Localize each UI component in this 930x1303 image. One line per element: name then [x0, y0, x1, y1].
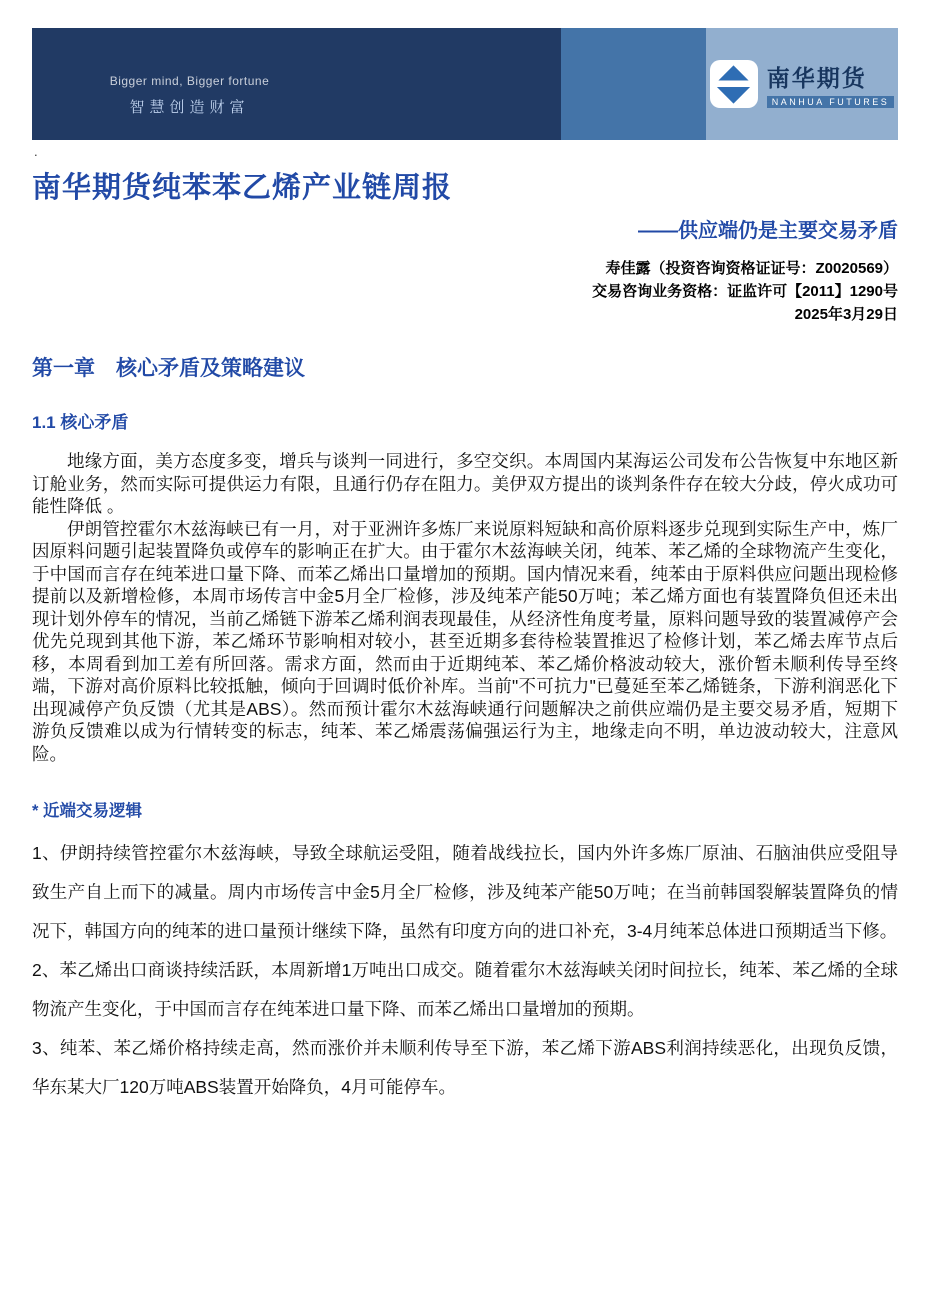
slogan-english: Bigger mind, Bigger fortune	[109, 74, 270, 88]
logic-point-2: 2、苯乙烯出口商谈持续活跃，本周新增1万吨出口成交。随着霍尔木兹海峡关闭时间拉长，纯苯、苯乙烯的全球物流产生变化，于中国而言存在纯苯进口量下降、而苯乙烯出口量增加的预期。	[32, 960, 898, 1019]
stray-period-mark: .	[34, 144, 38, 159]
header-banner	[32, 28, 898, 140]
logic-point-1: 1、伊朗持续管控霍尔木兹海峡，导致全球航运受阻，随着战线拉长，国内外许多炼厂原油、石脑油供应受阻导致生产自上而下的减量。周内市场传言中金5月全厂检修，涉及纯苯产能50万吨；在当前韩国裂解装置降负的情况下，韩国方向的纯苯的进口量预计继续下降，虽然有印度方向的进口补充，3-4月纯苯总体进口预期适当下修。	[32, 843, 898, 941]
logo-name-chinese: 南华期货	[766, 65, 867, 91]
logo-name-english: NANHUA FUTURES	[767, 96, 895, 108]
report-date: 2025年3月29日	[794, 306, 898, 323]
slogan-group	[82, 74, 297, 117]
banner-logo-block	[706, 28, 898, 140]
section-heading: 1.1 核心矛盾	[32, 413, 129, 432]
chapter-heading: 第一章 核心矛盾及策略建议	[32, 357, 305, 380]
report-meta	[32, 257, 898, 326]
banner-divider-block	[561, 28, 706, 140]
core-paragraph-1: 地缘方面，美方态度多变，增兵与谈判一同进行，多空交织。本周国内某海运公司发布公告恢复中东地区新订舱业务，然而实际可提供运力有限，且通行仍存在阻力。美伊双方提出的谈判条件存在较大分歧，停火成功可能性降低 。	[32, 451, 898, 516]
diamond-logo-shape	[715, 65, 753, 103]
trading-logic-points	[32, 834, 898, 1107]
report-title: 南华期货纯苯苯乙烯产业链周报	[32, 172, 453, 204]
banner-slogan-block	[32, 28, 561, 140]
qualification-line: 交易咨询业务资格：证监许可【2011】1290号	[592, 283, 898, 300]
nanhua-logo-icon	[710, 60, 758, 108]
logic-point-3: 3、纯苯、苯乙烯价格持续走高，然而涨价并未顺利传导至下游，苯乙烯下游ABS利润持续恶化，出现负反馈，华东某大厂120万吨ABS装置开始降负，4月可能停车。	[32, 1038, 898, 1097]
author-line: 寿佳露（投资咨询资格证证号：Z0020569）	[605, 260, 898, 277]
report-subtitle: ——供应端仍是主要交易矛盾	[638, 220, 898, 242]
core-paragraph-2: 伊朗管控霍尔木兹海峡已有一月，对于亚洲许多炼厂来说原料短缺和高价原料逐步兑现到实际生产中，炼厂因原料问题引起装置降负或停车的影响正在扩大。由于霍尔木兹海峡关闭，纯苯、苯乙烯的全球物流产生变化，于中国而言存在纯苯进口量下降、而苯乙烯出口量增加的预期。国内情况来看，纯苯由于原料供应问题出现检修提前以及新增检修，本周市场传言中金5月全厂检修，涉及纯苯产能50万吨；苯乙烯方面也有装置降负但还未出现计划外停车的情况，当前乙烯链下游苯乙烯利润表现最佳，从经济性角度考量，原料问题导致的装置减停产会优先兑现到其他下游，苯乙烯环节影响相对较小，甚至近期多套待检装置推迟了检修计划，苯乙烯去库节点后移，本周看到加工差有所回落。需求方面，然而由于近期纯苯、苯乙烯价格波动较大，涨价暂未顺利传导至终端，下游对高价原料比较抵触，倾向于回调时低价补库。当前"不可抗力"已蔓延至苯乙烯链条，下游利润恶化下出现减停产负反馈（尤其是ABS）。然而预计霍尔木兹海峡通行问题解决之前供应端仍是主要交易矛盾，短期下游负反馈难以成为行情转变的标志，纯苯、苯乙烯震荡偏强运行为主，地缘走向不明，单边波动较大，注意风险。	[32, 518, 898, 764]
logo-text-group	[767, 60, 895, 108]
slogan-chinese: 智慧创造财富	[129, 99, 250, 116]
trading-logic-heading: * 近端交易逻辑	[32, 802, 143, 820]
core-contradiction-body	[32, 450, 898, 765]
